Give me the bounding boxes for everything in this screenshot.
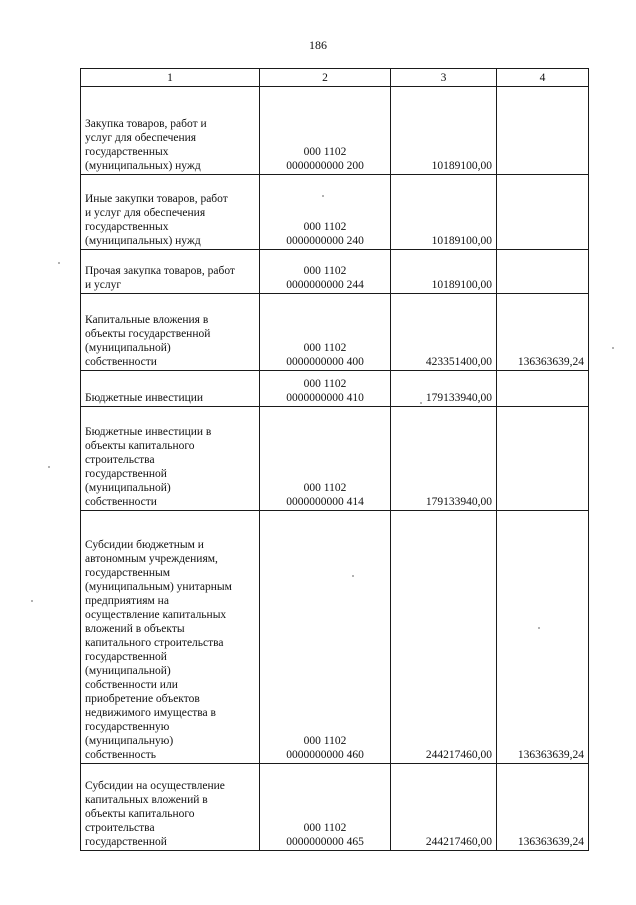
row-value-3: 244217460,00 <box>391 764 497 851</box>
row-name: Бюджетные инвестиции <box>81 371 260 407</box>
row-code: 000 1102 0000000000 400 <box>260 294 391 371</box>
row-value-4 <box>497 250 589 294</box>
column-header-1: 1 <box>81 69 260 87</box>
row-code: 000 1102 0000000000 200 <box>260 87 391 175</box>
scan-speck <box>31 600 33 602</box>
table-row <box>81 371 589 407</box>
row-code: 000 1102 0000000000 240 <box>260 175 391 250</box>
page-number: 186 <box>309 38 327 52</box>
row-name: Субсидии на осуществление капитальных вложений в объекты капитального строительства государственной <box>81 764 260 851</box>
table-row <box>81 250 589 294</box>
row-value-3: 423351400,00 <box>391 294 497 371</box>
row-value-4 <box>497 175 589 250</box>
row-value-4 <box>497 87 589 175</box>
scan-speck <box>538 627 540 629</box>
row-name: Иные закупки товаров, работ и услуг для обеспечения государственных (муниципальных) нужд <box>81 175 260 250</box>
column-header-3: 3 <box>391 69 497 87</box>
table-row <box>81 764 589 851</box>
row-code: 000 1102 0000000000 465 <box>260 764 391 851</box>
column-header-4: 4 <box>497 69 589 87</box>
table-row <box>81 407 589 511</box>
row-value-3: 10189100,00 <box>391 250 497 294</box>
row-value-3: 179133940,00 <box>391 407 497 511</box>
table-row <box>81 87 589 175</box>
row-value-4: 136363639,24 <box>497 764 589 851</box>
scan-speck <box>420 402 422 404</box>
row-value-3: 244217460,00 <box>391 511 497 764</box>
column-header-2: 2 <box>260 69 391 87</box>
row-value-4: 136363639,24 <box>497 511 589 764</box>
scan-speck <box>48 466 50 468</box>
row-name: Прочая закупка товаров, работ и услуг <box>81 250 260 294</box>
row-name: Капитальные вложения в объекты государственной (муниципальной) собственности <box>81 294 260 371</box>
row-code: 000 1102 0000000000 410 <box>260 371 391 407</box>
row-name: Бюджетные инвестиции в объекты капитального строительства государственной (муниципальной) собственности <box>81 407 260 511</box>
table-header-row <box>81 69 589 87</box>
budget-table <box>80 68 589 851</box>
row-code: 000 1102 0000000000 460 <box>260 511 391 764</box>
row-value-3: 10189100,00 <box>391 175 497 250</box>
row-code: 000 1102 0000000000 244 <box>260 250 391 294</box>
row-value-3: 179133940,00 <box>391 371 497 407</box>
table-row <box>81 175 589 250</box>
row-value-3: 10189100,00 <box>391 87 497 175</box>
row-value-4 <box>497 371 589 407</box>
row-name: Субсидии бюджетным и автономным учреждениям, государственным (муниципальным) унитарным предприятиям на осуществление капитальных вложений в объекты капитального строительства государственной (муниципальной) собственности или приобретение объектов недвижимого имущества в государственную (муниципальную) собственность <box>81 511 260 764</box>
row-name: Закупка товаров, работ и услуг для обеспечения государственных (муниципальных) нужд <box>81 87 260 175</box>
scan-speck <box>58 262 60 264</box>
scan-speck <box>352 575 354 577</box>
table-row <box>81 294 589 371</box>
scan-speck <box>612 347 614 349</box>
scan-speck <box>322 195 324 197</box>
row-value-4 <box>497 407 589 511</box>
row-code: 000 1102 0000000000 414 <box>260 407 391 511</box>
table-row <box>81 511 589 764</box>
row-value-4: 136363639,24 <box>497 294 589 371</box>
